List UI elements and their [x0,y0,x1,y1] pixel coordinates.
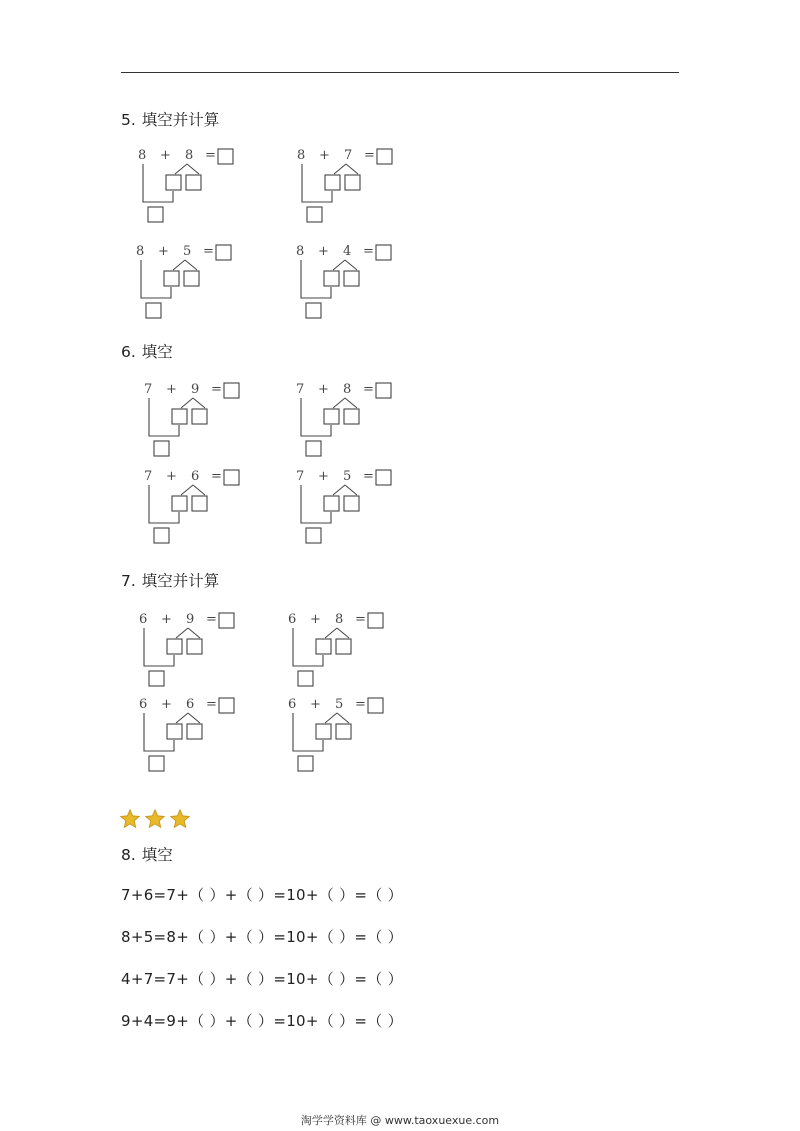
problem-7-3 [137,695,247,775]
ten-box [307,207,322,222]
make-ten-bracket [149,485,179,523]
star-icon [144,808,166,830]
plus-sign: + [158,244,169,259]
equals-sign: = [206,697,217,712]
split-line-right [345,485,357,495]
first-addend: 7 [144,469,153,484]
second-addend: 9 [186,612,195,627]
equals-sign: = [205,148,216,163]
equals-sign: = [363,469,374,484]
first-addend: 8 [297,148,306,163]
plus-sign: + [310,697,321,712]
plus-sign: + [318,244,329,259]
make-ten-bracket [301,485,331,523]
plus-sign: + [166,469,177,484]
split-line-right [188,628,200,638]
problem-7-2 [286,610,396,690]
make-ten-bracket [301,260,331,298]
result-box [224,470,239,485]
split-box-left [166,175,181,190]
section-6-title: 填空 [141,343,173,361]
make-ten-bracket [293,628,323,666]
first-addend: 6 [288,697,297,712]
split-box-right [344,271,359,286]
split-line-right [193,398,205,408]
split-line-left [333,485,345,495]
split-box-left [167,639,182,654]
section-8-title: 填空 [141,846,173,864]
split-box-left [325,175,340,190]
result-box [376,470,391,485]
split-box-left [316,724,331,739]
result-box [218,149,233,164]
split-box-right [186,175,201,190]
second-addend: 8 [335,612,344,627]
split-line-left [175,164,187,174]
first-addend: 8 [138,148,147,163]
split-line-left [173,260,185,270]
ten-box [146,303,161,318]
equals-sign: = [355,612,366,627]
split-box-right [344,496,359,511]
plus-sign: + [166,382,177,397]
ten-box [298,756,313,771]
equals-sign: = [363,382,374,397]
problem-7-1 [137,610,247,690]
star-icon [119,808,141,830]
equation-line-1: 7+6=7+（ ）+（ ）=10+（ ）=（ ） [121,886,403,904]
second-addend: 5 [335,697,344,712]
section-5-heading [121,108,219,130]
split-line-left [334,164,346,174]
split-line-left [333,260,345,270]
split-box-left [316,639,331,654]
split-box-right [336,724,351,739]
ten-box [306,303,321,318]
second-addend: 6 [186,697,195,712]
problem-6-4 [294,467,404,547]
split-box-left [164,271,179,286]
result-box [219,698,234,713]
split-box-right [187,639,202,654]
equation-line-4: 9+4=9+（ ）+（ ）=10+（ ）=（ ） [121,1012,403,1030]
first-addend: 6 [288,612,297,627]
first-addend: 7 [296,469,305,484]
section-5-number: 5. [121,111,136,129]
equation-line-3: 4+7=7+（ ）+（ ）=10+（ ）=（ ） [121,970,403,988]
ten-box [298,671,313,686]
plus-sign: + [310,612,321,627]
ten-box [154,441,169,456]
result-box [376,383,391,398]
split-box-left [172,409,187,424]
result-box [216,245,231,260]
ten-box [148,207,163,222]
section-7-heading [121,569,219,591]
ten-box [154,528,169,543]
split-line-left [181,398,193,408]
make-ten-bracket [149,398,179,436]
split-line-right [337,628,349,638]
split-line-right [345,398,357,408]
equals-sign: = [355,697,366,712]
split-line-right [185,260,197,270]
plus-sign: + [318,469,329,484]
result-box [368,613,383,628]
problem-5-4 [294,242,404,322]
ten-box [306,441,321,456]
split-box-right [187,724,202,739]
equation-line-2: 8+5=8+（ ）+（ ）=10+（ ）=（ ） [121,928,403,946]
equals-sign: = [363,244,374,259]
difficulty-stars [119,808,191,830]
split-line-right [346,164,358,174]
split-box-left [167,724,182,739]
make-ten-bracket [141,260,171,298]
second-addend: 8 [185,148,194,163]
section-6-heading [121,340,173,362]
split-line-left [325,713,337,723]
problem-6-2 [294,380,404,460]
split-box-right [192,496,207,511]
split-line-left [325,628,337,638]
second-addend: 8 [343,382,352,397]
problem-5-3 [134,242,244,322]
top-rule [121,72,679,73]
split-line-right [337,713,349,723]
result-box [368,698,383,713]
second-addend: 5 [183,244,192,259]
first-addend: 8 [296,244,305,259]
plus-sign: + [318,382,329,397]
section-7-title: 填空并计算 [141,572,220,590]
split-line-right [345,260,357,270]
make-ten-bracket [144,713,174,751]
plus-sign: + [160,148,171,163]
split-line-right [188,713,200,723]
split-line-left [181,485,193,495]
equals-sign: = [203,244,214,259]
ten-box [149,671,164,686]
plus-sign: + [161,697,172,712]
split-box-left [324,496,339,511]
result-box [377,149,392,164]
first-addend: 8 [136,244,145,259]
equals-sign: = [211,382,222,397]
first-addend: 6 [139,612,148,627]
result-box [224,383,239,398]
problem-6-1 [142,380,252,460]
second-addend: 4 [343,244,352,259]
section-5-title: 填空并计算 [141,111,220,129]
make-ten-bracket [143,164,173,202]
ten-box [149,756,164,771]
split-box-right [345,175,360,190]
make-ten-bracket [301,398,331,436]
split-line-left [333,398,345,408]
problem-5-2 [295,146,405,226]
split-line-left [176,628,188,638]
split-box-left [324,409,339,424]
problem-6-3 [142,467,252,547]
split-box-left [172,496,187,511]
star-icon [169,808,191,830]
split-box-right [192,409,207,424]
split-line-right [187,164,199,174]
result-box [376,245,391,260]
result-box [219,613,234,628]
make-ten-bracket [293,713,323,751]
first-addend: 6 [139,697,148,712]
split-box-right [344,409,359,424]
problem-7-4 [286,695,396,775]
plus-sign: + [161,612,172,627]
equals-sign: = [364,148,375,163]
section-7-number: 7. [121,572,136,590]
section-6-number: 6. [121,343,136,361]
section-8-number: 8. [121,846,136,864]
split-box-left [324,271,339,286]
footer-source: 淘学学资料库 @ www.taoxuexue.com [300,1114,500,1127]
second-addend: 7 [344,148,353,163]
split-line-left [176,713,188,723]
equals-sign: = [211,469,222,484]
ten-box [306,528,321,543]
make-ten-bracket [144,628,174,666]
first-addend: 7 [296,382,305,397]
equals-sign: = [206,612,217,627]
make-ten-bracket [302,164,332,202]
section-8-heading [121,843,173,865]
split-line-right [193,485,205,495]
plus-sign: + [319,148,330,163]
problem-5-1 [136,146,246,226]
second-addend: 6 [191,469,200,484]
first-addend: 7 [144,382,153,397]
second-addend: 9 [191,382,200,397]
split-box-right [336,639,351,654]
second-addend: 5 [343,469,352,484]
split-box-right [184,271,199,286]
